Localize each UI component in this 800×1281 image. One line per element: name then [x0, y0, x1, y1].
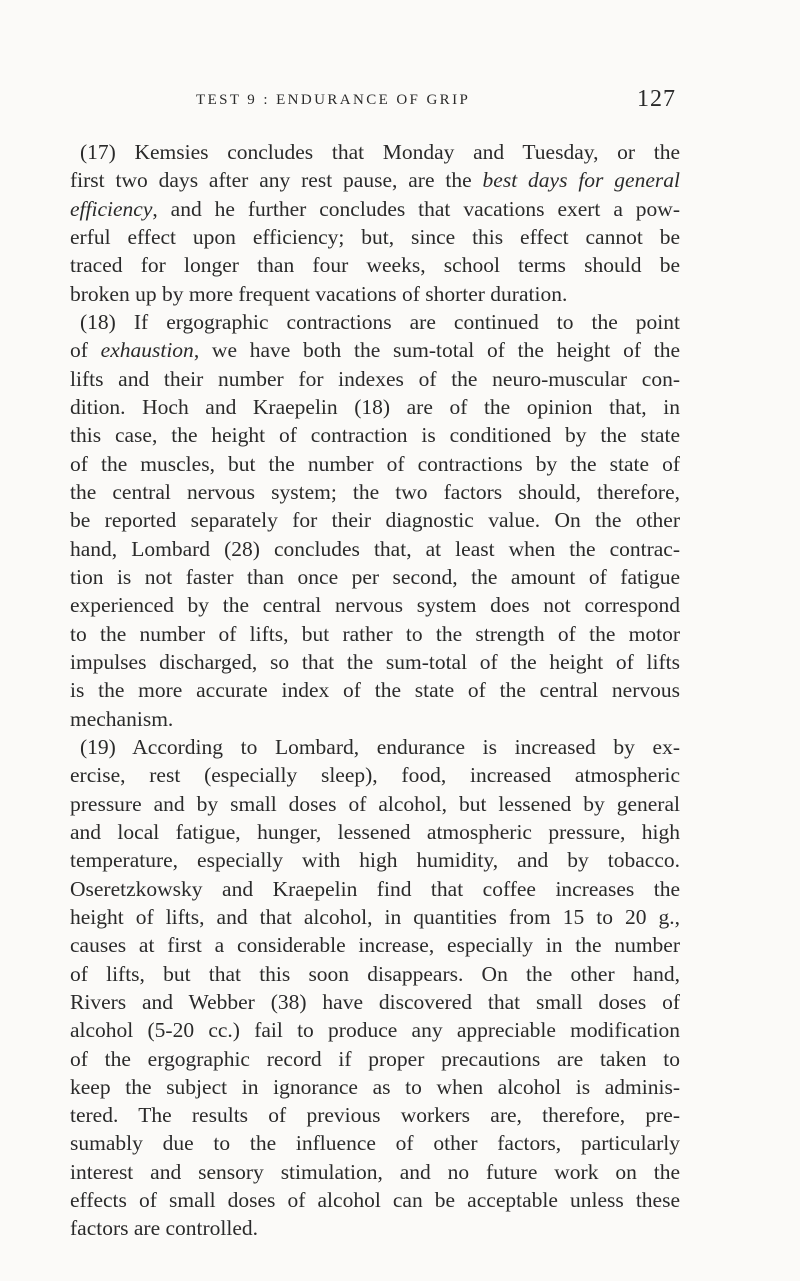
- text-line: height of lifts, and that alcohol, in quantities from 15 to 20 g.,: [70, 904, 680, 929]
- text-line: Oseretzkowsky and Kraepelin find that coffee increases the: [70, 876, 680, 901]
- text-line: temperature, especially with high humidity, and by tobacco.: [70, 848, 680, 873]
- text-line: Rivers and Webber (38) have discovered that small doses of: [70, 989, 680, 1014]
- text-line: of lifts, but that this soon disappears. On the other hand,: [70, 961, 680, 986]
- text-line: of exhaustion, we have both the sum-total of the height of the: [70, 338, 680, 363]
- text-line: of the ergographic record if proper precautions are taken to: [70, 1046, 680, 1071]
- text-line: first two days after any rest pause, are the best days for general: [70, 168, 680, 193]
- text-line: tered. The results of previous workers are, therefore, pre-: [70, 1103, 680, 1128]
- italic-phrase: exhaustion: [100, 338, 194, 363]
- running-title: TEST 9 : ENDURANCE OF GRIP: [196, 92, 471, 108]
- text-line: of the muscles, but the number of contractions by the state of: [70, 451, 680, 476]
- text-line: erful effect upon efficiency; but, since this effect cannot be: [70, 224, 680, 249]
- text-line: the central nervous system; the two factors should, therefore,: [70, 479, 680, 504]
- text-line: alcohol (5-20 cc.) fail to produce any appreciable modification: [70, 1018, 680, 1043]
- text-line: dition. Hoch and Kraepelin (18) are of the opinion that, in: [70, 394, 680, 419]
- body-text: [70, 138, 680, 1243]
- text-line: pressure and by small doses of alcohol, but lessened by general: [70, 791, 680, 816]
- text-line: efficiency, and he further concludes that vacations exert a pow-: [70, 196, 680, 221]
- page-number: 127: [637, 86, 676, 112]
- text-line: tion is not faster than once per second, the amount of fatigue: [70, 564, 680, 589]
- text-line: this case, the height of contraction is conditioned by the state: [70, 423, 680, 448]
- text-line: factors are controlled.: [70, 1216, 259, 1241]
- text-line: interest and sensory stimulation, and no future work on the: [70, 1159, 680, 1184]
- text-line: keep the subject in ignorance as to when alcohol is adminis-: [70, 1074, 680, 1099]
- text-line: lifts and their number for indexes of the neuro-muscular con-: [70, 366, 680, 391]
- text-line: (17) Kemsies concludes that Monday and Tuesday, or the: [80, 140, 680, 164]
- text-line: impulses discharged, so that the sum-total of the height of lifts: [70, 649, 680, 674]
- italic-phrase: best days for general: [482, 168, 680, 193]
- text-line: (18) If ergographic contractions are continued to the point: [80, 309, 680, 334]
- text-line: hand, Lombard (28) concludes that, at least when the contrac-: [70, 536, 680, 561]
- text-line: to the number of lifts, but rather to the strength of the motor: [70, 621, 680, 646]
- text-line: causes at first a considerable increase, especially in the number: [70, 933, 680, 958]
- text-line: traced for longer than four weeks, school terms should be: [70, 253, 680, 278]
- text-line: (19) According to Lombard, endurance is increased by ex-: [80, 734, 680, 759]
- text-line: effects of small doses of alcohol can be acceptable unless these: [70, 1188, 680, 1213]
- text-line: be reported separately for their diagnostic value. On the other: [70, 508, 680, 533]
- text-line: is the more accurate index of the state of the central nervous: [70, 678, 680, 703]
- running-head: [196, 86, 676, 112]
- text-line: ercise, rest (especially sleep), food, increased atmospheric: [70, 763, 680, 788]
- text-line: mechanism.: [70, 706, 174, 731]
- text-line: and local fatigue, hunger, lessened atmospheric pressure, high: [70, 819, 680, 844]
- text-line: experienced by the central nervous system does not correspond: [70, 593, 680, 618]
- text-line: broken up by more frequent vacations of shorter duration.: [70, 281, 568, 306]
- italic-phrase: efficiency: [70, 196, 153, 221]
- text-line: sumably due to the influence of other factors, particularly: [70, 1131, 680, 1156]
